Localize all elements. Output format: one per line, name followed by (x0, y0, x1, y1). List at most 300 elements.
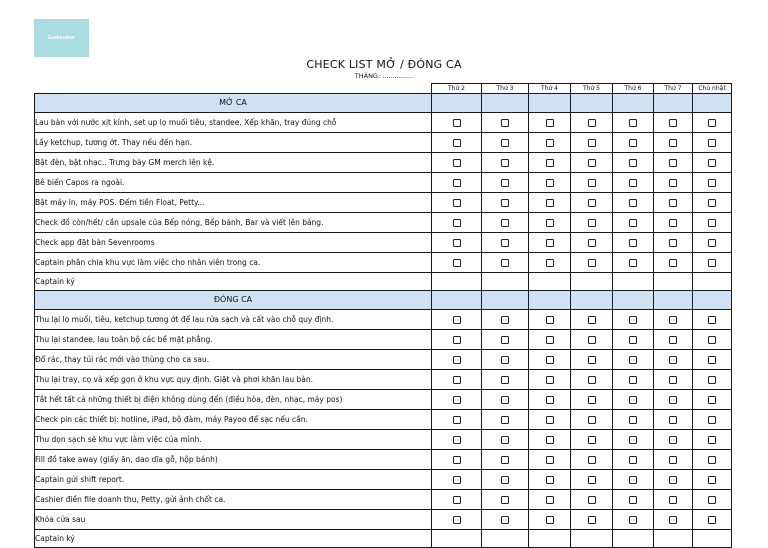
checkbox[interactable] (708, 239, 716, 247)
signature-cell[interactable] (571, 529, 613, 548)
checkbox[interactable] (629, 159, 637, 167)
check-cell (654, 152, 693, 172)
section-day-cell (693, 94, 732, 113)
checkbox[interactable] (629, 456, 637, 464)
check-cell (571, 489, 613, 509)
checkbox[interactable] (708, 219, 716, 227)
check-cell (693, 429, 732, 449)
checkbox[interactable] (669, 396, 677, 404)
section-day-cell (571, 291, 613, 310)
checkbox[interactable] (588, 516, 596, 524)
checkbox[interactable] (588, 376, 596, 384)
checkbox[interactable] (546, 139, 554, 147)
checkbox[interactable] (588, 159, 596, 167)
check-cell (482, 329, 529, 349)
checkbox[interactable] (669, 336, 677, 344)
checkbox[interactable] (546, 376, 554, 384)
check-cell (571, 429, 613, 449)
checkbox[interactable] (546, 496, 554, 504)
check-cell (693, 132, 732, 152)
checkbox[interactable] (588, 456, 596, 464)
check-cell (571, 369, 613, 389)
checkbox[interactable] (669, 119, 677, 127)
task-label: Lấy ketchup, tương ớt. Thay nếu đến hạn. (35, 132, 432, 152)
check-cell (432, 509, 482, 529)
check-cell (432, 172, 482, 192)
checkbox[interactable] (629, 376, 637, 384)
signature-cell[interactable] (482, 529, 529, 548)
checkbox[interactable] (501, 436, 509, 444)
section-day-cell (482, 94, 529, 113)
task-label: Thu dọn sạch sẽ khu vực làm việc của mình. (35, 429, 432, 449)
checkbox[interactable] (453, 496, 461, 504)
checkbox[interactable] (708, 416, 716, 424)
check-cell (432, 389, 482, 409)
check-cell (693, 252, 732, 272)
checkbox[interactable] (501, 396, 509, 404)
checkbox[interactable] (546, 436, 554, 444)
section-day-cell (529, 291, 571, 310)
checkbox[interactable] (501, 476, 509, 484)
task-label: Captain gửi shift report. (35, 469, 432, 489)
check-cell (529, 469, 571, 489)
checkbox[interactable] (546, 199, 554, 207)
checkbox[interactable] (501, 259, 509, 267)
day-header: Thứ 2 (432, 84, 482, 94)
check-cell (613, 469, 654, 489)
check-cell (654, 449, 693, 469)
checkbox[interactable] (588, 316, 596, 324)
check-cell (432, 469, 482, 489)
checkbox[interactable] (629, 316, 637, 324)
task-row (35, 212, 732, 232)
checkbox[interactable] (501, 356, 509, 364)
check-cell (482, 469, 529, 489)
section-day-cell (571, 94, 613, 113)
signature-cell[interactable] (613, 529, 654, 548)
task-label: Thu lại tray, cọ và xếp gọn ở khu vực quy định. Giặt và phơi khăn lau bàn. (35, 369, 432, 389)
checkbox[interactable] (453, 239, 461, 247)
signature-cell[interactable] (693, 529, 732, 548)
checkbox[interactable] (453, 356, 461, 364)
checkbox[interactable] (546, 476, 554, 484)
checkbox[interactable] (629, 476, 637, 484)
check-cell (571, 252, 613, 272)
checkbox[interactable] (453, 336, 461, 344)
checkbox[interactable] (546, 336, 554, 344)
check-cell (693, 212, 732, 232)
checkbox[interactable] (453, 516, 461, 524)
task-label: Check app đặt bàn Sevenrooms (35, 232, 432, 252)
check-cell (693, 192, 732, 212)
checkbox[interactable] (669, 516, 677, 524)
checkbox[interactable] (453, 259, 461, 267)
checkbox[interactable] (588, 219, 596, 227)
checkbox[interactable] (629, 199, 637, 207)
checkbox[interactable] (501, 159, 509, 167)
signature-cell[interactable] (432, 529, 482, 548)
check-cell (693, 409, 732, 429)
check-cell (693, 449, 732, 469)
section-day-cell (693, 291, 732, 310)
check-cell (693, 469, 732, 489)
checkbox[interactable] (629, 396, 637, 404)
checkbox[interactable] (501, 316, 509, 324)
checkbox[interactable] (629, 516, 637, 524)
check-cell (693, 152, 732, 172)
check-cell (613, 152, 654, 172)
checkbox[interactable] (588, 139, 596, 147)
checkbox[interactable] (588, 496, 596, 504)
check-cell (654, 369, 693, 389)
page-title: CHECK LIST MỞ / ĐÓNG CA (306, 58, 462, 71)
section-heading: ĐÓNG CA (35, 291, 432, 310)
check-cell (529, 349, 571, 369)
checkbox[interactable] (453, 396, 461, 404)
checkbox[interactable] (546, 179, 554, 187)
check-cell (571, 469, 613, 489)
checkbox[interactable] (708, 436, 716, 444)
checkbox[interactable] (669, 219, 677, 227)
checkbox[interactable] (546, 456, 554, 464)
check-cell (432, 132, 482, 152)
check-cell (654, 192, 693, 212)
check-cell (613, 489, 654, 509)
check-cell (529, 232, 571, 252)
checkbox[interactable] (669, 179, 677, 187)
task-row (35, 349, 732, 369)
checkbox[interactable] (453, 476, 461, 484)
task-row (35, 389, 732, 409)
checkbox[interactable] (669, 416, 677, 424)
checkbox[interactable] (546, 239, 554, 247)
checkbox[interactable] (588, 396, 596, 404)
check-cell (693, 329, 732, 349)
task-row (35, 152, 732, 172)
section-day-cell (432, 291, 482, 310)
check-cell (571, 172, 613, 192)
checkbox[interactable] (546, 356, 554, 364)
check-cell (482, 152, 529, 172)
check-cell (613, 192, 654, 212)
signature-cell[interactable] (654, 272, 693, 291)
checkbox[interactable] (588, 199, 596, 207)
checkbox[interactable] (588, 436, 596, 444)
check-cell (654, 232, 693, 252)
checkbox[interactable] (501, 416, 509, 424)
check-cell (482, 172, 529, 192)
check-cell (482, 232, 529, 252)
check-cell (613, 112, 654, 132)
task-label: Thu lại standee, lau toàn bộ các bề mặt phẳng. (35, 329, 432, 349)
checkbox[interactable] (708, 476, 716, 484)
checkbox[interactable] (588, 259, 596, 267)
day-header: Thứ 3 (482, 84, 529, 94)
task-row (35, 489, 732, 509)
checkbox[interactable] (453, 219, 461, 227)
task-row (35, 132, 732, 152)
check-cell (613, 232, 654, 252)
checkbox[interactable] (588, 476, 596, 484)
check-cell (482, 112, 529, 132)
check-cell (571, 152, 613, 172)
checkbox[interactable] (501, 496, 509, 504)
checkbox[interactable] (453, 436, 461, 444)
check-cell (693, 232, 732, 252)
check-cell (529, 409, 571, 429)
checkbox[interactable] (546, 259, 554, 267)
task-label: Check pin các thiết bị: hotline, iPad, bộ đàm, máy Payoo để sạc nếu cần. (35, 409, 432, 429)
task-row (35, 469, 732, 489)
checkbox[interactable] (453, 119, 461, 127)
checkbox[interactable] (669, 259, 677, 267)
check-cell (529, 389, 571, 409)
task-row (35, 232, 732, 252)
check-cell (693, 389, 732, 409)
checkbox[interactable] (453, 139, 461, 147)
check-cell (529, 509, 571, 529)
check-cell (613, 449, 654, 469)
check-cell (432, 192, 482, 212)
checkbox[interactable] (501, 239, 509, 247)
check-cell (482, 449, 529, 469)
sign-row (35, 529, 732, 548)
checkbox[interactable] (708, 516, 716, 524)
check-cell (613, 132, 654, 152)
checkbox[interactable] (669, 356, 677, 364)
task-label: Bật đèn, bật nhạc.. Trưng bày GM merch lên kệ. (35, 152, 432, 172)
checkbox[interactable] (588, 239, 596, 247)
check-cell (654, 172, 693, 192)
day-header: Chủ nhật (693, 84, 732, 94)
signature-cell[interactable] (571, 272, 613, 291)
checkbox[interactable] (501, 179, 509, 187)
check-cell (529, 449, 571, 469)
checkbox[interactable] (708, 496, 716, 504)
task-row (35, 192, 732, 212)
checkbox[interactable] (708, 376, 716, 384)
checkbox[interactable] (588, 336, 596, 344)
check-cell (693, 309, 732, 329)
check-cell (613, 172, 654, 192)
check-cell (693, 172, 732, 192)
checkbox[interactable] (501, 456, 509, 464)
check-cell (482, 509, 529, 529)
checkbox[interactable] (629, 119, 637, 127)
task-label: Thu lại lọ muối, tiêu, ketchup tương ớt để lau rửa sạch và cất vào chỗ quy định. (35, 309, 432, 329)
checkbox[interactable] (546, 219, 554, 227)
task-label: Đổ rác, thay túi rác mới vào thùng cho ca sau. (35, 349, 432, 369)
check-cell (482, 389, 529, 409)
checkbox[interactable] (629, 336, 637, 344)
checkbox[interactable] (546, 516, 554, 524)
checkbox[interactable] (669, 239, 677, 247)
checkbox[interactable] (708, 179, 716, 187)
checkbox[interactable] (501, 516, 509, 524)
checkbox[interactable] (546, 316, 554, 324)
check-cell (571, 389, 613, 409)
task-row (35, 309, 732, 329)
checkbox[interactable] (669, 159, 677, 167)
check-cell (529, 329, 571, 349)
check-cell (571, 212, 613, 232)
sign-row (35, 272, 732, 291)
section-header-row (35, 94, 732, 113)
check-cell (654, 509, 693, 529)
check-cell (529, 152, 571, 172)
logo-text: Godmother (48, 35, 75, 41)
checkbox[interactable] (453, 416, 461, 424)
task-label: Captain phân chia khu vực làm việc cho nhân viên trong ca. (35, 252, 432, 272)
check-cell (432, 429, 482, 449)
check-cell (432, 329, 482, 349)
signature-cell[interactable] (654, 529, 693, 548)
check-cell (529, 429, 571, 449)
check-cell (654, 389, 693, 409)
checkbox[interactable] (708, 259, 716, 267)
check-cell (482, 212, 529, 232)
section-day-cell (654, 291, 693, 310)
check-cell (432, 152, 482, 172)
checkbox[interactable] (669, 316, 677, 324)
checkbox[interactable] (708, 159, 716, 167)
check-cell (432, 112, 482, 132)
checkbox[interactable] (629, 356, 637, 364)
checkbox[interactable] (629, 139, 637, 147)
checkbox[interactable] (501, 119, 509, 127)
checkbox[interactable] (546, 416, 554, 424)
task-label: Check đồ còn/hết/ cần upsale của Bếp nóng, Bếp bánh, Bar và viết lên bảng. (35, 212, 432, 232)
check-cell (654, 252, 693, 272)
checkbox[interactable] (546, 396, 554, 404)
task-label: Tắt hết tất cả những thiết bị điện không dùng đến (điều hòa, đèn, nhạc, máy pos) (35, 389, 432, 409)
check-cell (432, 369, 482, 389)
check-cell (432, 252, 482, 272)
checkbox[interactable] (629, 239, 637, 247)
check-cell (654, 469, 693, 489)
checkbox[interactable] (588, 356, 596, 364)
checkbox[interactable] (453, 376, 461, 384)
check-cell (432, 409, 482, 429)
task-label: Bê biển Capos ra ngoài. (35, 172, 432, 192)
check-cell (654, 349, 693, 369)
logo (34, 19, 89, 57)
check-cell (529, 212, 571, 232)
signature-cell[interactable] (529, 272, 571, 291)
section-heading: MỞ CA (35, 94, 432, 113)
checkbox[interactable] (708, 396, 716, 404)
check-cell (693, 349, 732, 369)
checkbox[interactable] (629, 219, 637, 227)
check-cell (432, 232, 482, 252)
checkbox[interactable] (546, 159, 554, 167)
section-day-cell (613, 291, 654, 310)
checkbox[interactable] (501, 376, 509, 384)
checkbox[interactable] (453, 179, 461, 187)
check-cell (654, 212, 693, 232)
checkbox[interactable] (669, 139, 677, 147)
checkbox[interactable] (669, 496, 677, 504)
check-cell (571, 309, 613, 329)
task-label: Bật máy in, máy POS. Đếm tiền Float, Petty... (35, 192, 432, 212)
checkbox[interactable] (588, 119, 596, 127)
checkbox[interactable] (708, 119, 716, 127)
signature-cell[interactable] (613, 272, 654, 291)
checkbox[interactable] (669, 456, 677, 464)
checkbox[interactable] (501, 336, 509, 344)
day-header: Thứ 4 (529, 84, 571, 94)
checkbox[interactable] (501, 139, 509, 147)
check-cell (432, 212, 482, 232)
day-header: Thứ 5 (571, 84, 613, 94)
checkbox[interactable] (453, 159, 461, 167)
checkbox[interactable] (708, 356, 716, 364)
checkbox[interactable] (453, 456, 461, 464)
checkbox[interactable] (708, 139, 716, 147)
checkbox[interactable] (588, 416, 596, 424)
checkbox[interactable] (629, 436, 637, 444)
check-cell (482, 489, 529, 509)
checkbox[interactable] (453, 316, 461, 324)
checkbox[interactable] (629, 179, 637, 187)
check-cell (613, 212, 654, 232)
task-row (35, 112, 732, 132)
checkbox[interactable] (708, 456, 716, 464)
checkbox[interactable] (588, 179, 596, 187)
signature-cell[interactable] (432, 272, 482, 291)
check-cell (432, 349, 482, 369)
check-cell (613, 429, 654, 449)
check-cell (654, 309, 693, 329)
check-cell (571, 349, 613, 369)
check-cell (571, 329, 613, 349)
checklist-table (34, 83, 732, 548)
check-cell (482, 309, 529, 329)
signature-cell[interactable] (693, 272, 732, 291)
day-header: Thứ 6 (613, 84, 654, 94)
checkbox[interactable] (708, 336, 716, 344)
check-cell (654, 132, 693, 152)
checkbox[interactable] (669, 476, 677, 484)
check-cell (482, 369, 529, 389)
day-header-row (35, 84, 732, 94)
check-cell (613, 369, 654, 389)
checkbox[interactable] (501, 199, 509, 207)
checkbox[interactable] (546, 119, 554, 127)
checkbox[interactable] (669, 436, 677, 444)
checkbox[interactable] (669, 199, 677, 207)
check-cell (432, 309, 482, 329)
checkbox[interactable] (708, 199, 716, 207)
section-day-cell (482, 291, 529, 310)
check-cell (613, 509, 654, 529)
checkbox[interactable] (708, 316, 716, 324)
checkbox[interactable] (453, 199, 461, 207)
signature-cell[interactable] (529, 529, 571, 548)
task-label: Khóa cửa sau (35, 509, 432, 529)
task-row (35, 429, 732, 449)
checkbox[interactable] (629, 259, 637, 267)
signature-cell[interactable] (482, 272, 529, 291)
checkbox[interactable] (629, 416, 637, 424)
section-day-cell (654, 94, 693, 113)
checkbox[interactable] (629, 496, 637, 504)
check-cell (613, 349, 654, 369)
checkbox[interactable] (669, 376, 677, 384)
task-row (35, 172, 732, 192)
checkbox[interactable] (501, 219, 509, 227)
check-cell (432, 489, 482, 509)
